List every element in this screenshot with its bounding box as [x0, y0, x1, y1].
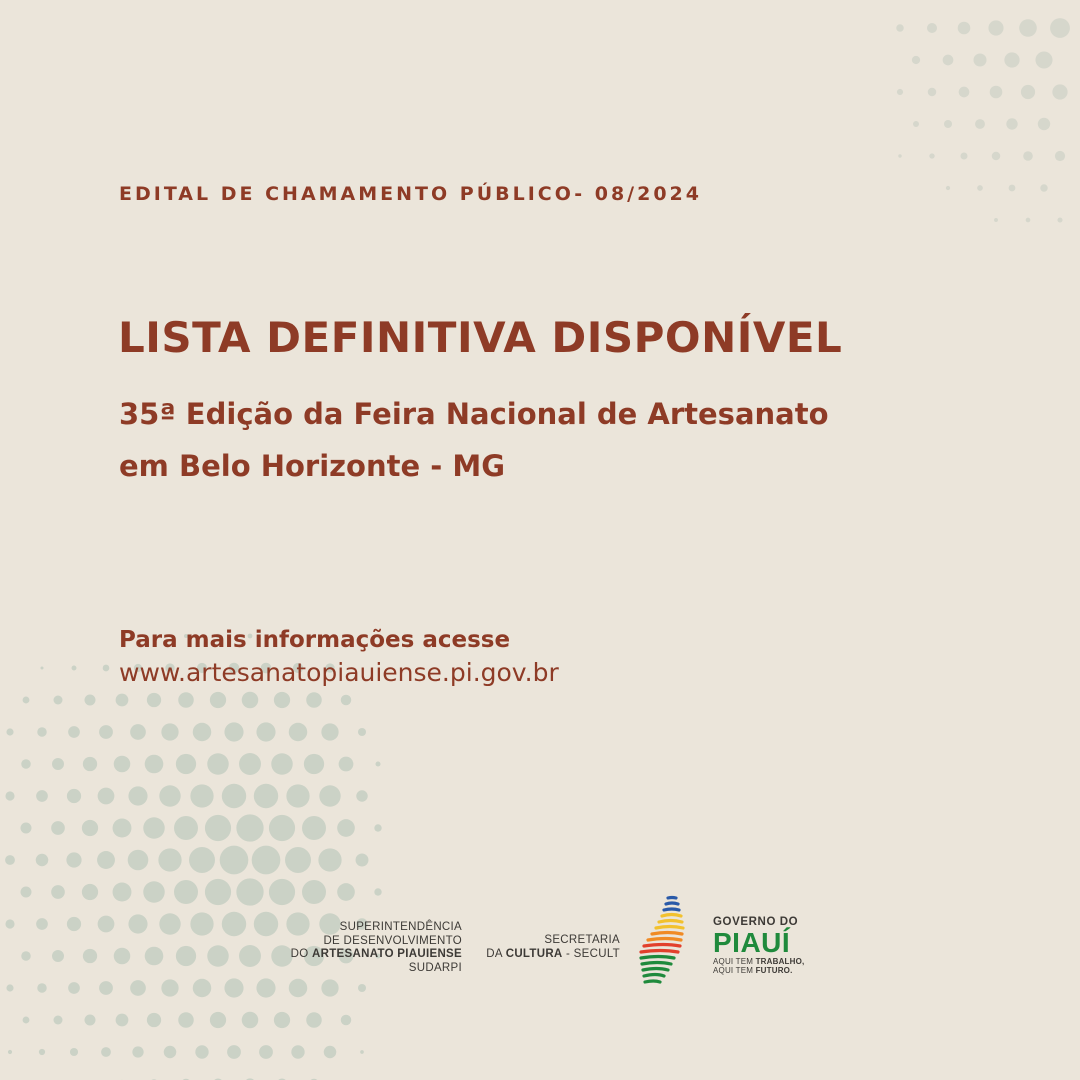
decorative-dot — [302, 816, 326, 840]
decorative-dot — [1021, 85, 1035, 99]
decorative-dot — [1052, 84, 1067, 99]
decorative-dot — [324, 1046, 337, 1059]
decorative-dot — [205, 879, 231, 905]
decorative-dot — [113, 819, 132, 838]
decorative-dot — [1035, 51, 1052, 68]
decorative-dot — [21, 887, 32, 898]
piaui-wordmark: PIAUÍ — [713, 927, 791, 958]
subtitle-line-2: em Belo Horizonte - MG — [119, 449, 506, 483]
decorative-dot — [318, 848, 341, 871]
decorative-dot — [67, 917, 81, 931]
sudarpi-line-3 — [250, 948, 462, 962]
decorative-dot — [992, 152, 1001, 161]
decorative-dot — [210, 692, 226, 708]
tagline-2-bold: FUTURO. — [755, 966, 793, 975]
secult-line-2-bold: CULTURA — [505, 947, 563, 960]
decorative-dot — [82, 884, 98, 900]
decorative-dot — [6, 728, 13, 735]
decorative-dot — [66, 852, 81, 867]
decorative-dot — [927, 23, 937, 33]
decorative-dot — [236, 814, 263, 841]
decorative-dot — [1023, 151, 1033, 161]
decorative-dot — [220, 846, 249, 875]
decorative-dot — [159, 913, 180, 934]
decorative-dot — [291, 1045, 304, 1058]
edital-kicker: EDITAL DE CHAMAMENTO PÚBLICO- 08/2024 — [119, 183, 702, 205]
decorative-dot — [207, 753, 228, 774]
decorative-dot — [68, 982, 80, 994]
decorative-dot — [319, 785, 340, 806]
subtitle-line-1: 35ª Edição da Feira Nacional de Artesanato — [119, 397, 829, 431]
decorative-dot — [988, 20, 1003, 35]
decorative-dot — [1040, 184, 1047, 191]
tagline-1-prefix: AQUI TEM — [713, 957, 754, 966]
decorative-dot — [21, 759, 31, 769]
decorative-dot — [51, 821, 65, 835]
secult-line-2 — [468, 948, 620, 962]
tagline-1-bold: TRABALHO, — [755, 957, 805, 966]
page-title: LISTA DEFINITIVA DISPONÍVEL — [118, 313, 843, 362]
decorative-dot — [973, 53, 986, 66]
governo-piaui-logo-text — [713, 916, 804, 975]
decorative-dot — [37, 983, 46, 992]
decorative-dot — [259, 1045, 273, 1059]
decorative-dot — [374, 888, 381, 895]
decorative-dot — [39, 1049, 45, 1055]
decorative-dot — [375, 761, 380, 766]
decorative-dot — [990, 86, 1003, 99]
decorative-dot — [896, 24, 904, 32]
decorative-dot — [236, 878, 263, 905]
decorative-dot — [207, 945, 228, 966]
decorative-dot — [360, 1050, 364, 1054]
decorative-dot — [193, 979, 212, 998]
decorative-dot — [210, 1012, 226, 1028]
decorative-dot — [113, 883, 132, 902]
decorative-dot — [116, 1014, 129, 1027]
decorative-dot — [5, 791, 14, 800]
decorative-dot — [1006, 118, 1017, 129]
decorative-dot — [161, 723, 178, 740]
decorative-dot — [252, 846, 281, 875]
decorative-dot — [36, 790, 48, 802]
decorative-dot — [128, 850, 149, 871]
decorative-dot — [114, 756, 131, 773]
piaui-logo-icon — [638, 894, 690, 994]
decorative-dot — [289, 979, 308, 998]
tagline-2-prefix: AQUI TEM — [713, 966, 754, 975]
decorative-dot — [256, 722, 275, 741]
secult-line-2-prefix: DA — [486, 947, 503, 960]
decorative-dot — [98, 788, 115, 805]
decorative-dot — [53, 695, 62, 704]
decorative-dot — [1050, 18, 1070, 38]
decorative-dot — [147, 1013, 161, 1027]
decorative-dot — [103, 665, 110, 672]
decorative-dot — [178, 692, 194, 708]
decorative-dot — [1055, 151, 1065, 161]
decorative-dot — [174, 880, 198, 904]
decorative-dot — [285, 847, 311, 873]
decorative-dot — [36, 918, 48, 930]
info-label: Para mais informações acesse — [119, 627, 511, 653]
decorative-dot — [143, 817, 164, 838]
decorative-dot — [8, 1050, 12, 1054]
decorative-dot — [37, 727, 46, 736]
decorative-dot — [21, 951, 31, 961]
sudarpi-line-3-bold: ARTESANATO PIAUIENSE — [312, 948, 462, 960]
decorative-dot — [158, 848, 181, 871]
decorative-dot — [1009, 185, 1016, 192]
decorative-dot — [176, 754, 196, 774]
decorative-dot — [269, 879, 295, 905]
decorative-dot — [23, 1017, 30, 1024]
decorative-dot — [164, 1046, 177, 1059]
secult-line-1: SECRETARIA — [544, 934, 620, 946]
decorative-dot — [321, 723, 338, 740]
info-url-link[interactable]: www.artesanatopiauiense.pi.gov.br — [119, 658, 559, 687]
decorative-dot — [269, 815, 295, 841]
decorative-dot — [205, 815, 231, 841]
decorative-dot — [72, 666, 77, 671]
governo-tagline-1 — [713, 957, 804, 966]
decorative-dot — [960, 152, 967, 159]
decorative-dot — [178, 1012, 194, 1028]
decorative-dot — [67, 789, 81, 803]
decorative-dot — [224, 722, 243, 741]
governo-tagline-2 — [713, 966, 804, 975]
decorative-dot — [928, 88, 936, 96]
decorative-dot — [1026, 218, 1031, 223]
decorative-dot — [959, 87, 970, 98]
sudarpi-line-1: SUPERINTENDÊNCIA — [339, 921, 462, 933]
decorative-dot — [82, 820, 98, 836]
decorative-dot — [190, 912, 213, 935]
decorative-dot — [222, 784, 246, 808]
decorative-dot — [189, 847, 215, 873]
decorative-dot — [85, 695, 96, 706]
decorative-dot — [274, 1012, 290, 1028]
decorative-dot — [53, 1015, 62, 1024]
decorative-dot — [897, 89, 903, 95]
decorative-dot — [358, 728, 366, 736]
decorative-dot — [83, 757, 97, 771]
decorative-dot — [21, 823, 32, 834]
decorative-dot — [190, 784, 213, 807]
decorative-dot — [358, 984, 366, 992]
sudarpi-line-4: SUDARPI — [408, 961, 462, 974]
decorative-dot — [85, 1015, 96, 1026]
decorative-dot — [321, 979, 338, 996]
decorative-dot — [912, 56, 920, 64]
decorative-dot — [304, 754, 324, 774]
decorative-dot — [116, 694, 129, 707]
decorative-dot — [99, 981, 113, 995]
secult-logo-text — [468, 934, 620, 961]
decorative-dot — [1019, 19, 1037, 37]
decorative-dot — [339, 757, 354, 772]
decorative-dot — [337, 883, 355, 901]
decorative-dot — [98, 916, 115, 933]
decorative-dot — [356, 854, 369, 867]
decorative-dot — [128, 914, 147, 933]
decorative-dot — [913, 121, 919, 127]
decorative-dot — [227, 1045, 241, 1059]
decorative-dot — [977, 185, 983, 191]
decorative-dot — [36, 854, 49, 867]
decorative-dot — [99, 725, 113, 739]
decorative-dot — [128, 786, 147, 805]
decorative-dot — [256, 978, 275, 997]
decorative-dot — [145, 947, 164, 966]
decorative-dot — [6, 984, 13, 991]
decorative-dot — [174, 816, 198, 840]
decorative-dot — [23, 697, 30, 704]
decorative-dot — [52, 758, 64, 770]
decorative-dot — [97, 851, 115, 869]
decorative-dot — [341, 1015, 351, 1025]
decorative-dot — [114, 948, 131, 965]
governo-line: GOVERNO DO — [713, 916, 799, 928]
decorative-dot — [52, 950, 64, 962]
decorative-dot — [83, 949, 97, 963]
decorative-dot — [306, 692, 322, 708]
decorative-dot — [337, 819, 355, 837]
sudarpi-logo-text — [250, 921, 462, 975]
decorative-dot — [145, 755, 164, 774]
decorative-dot — [5, 919, 14, 928]
decorative-dot — [341, 695, 351, 705]
decorative-dot — [176, 946, 196, 966]
decorative-dot — [286, 784, 309, 807]
decorative-dot — [943, 55, 954, 66]
decorative-dot — [161, 979, 178, 996]
decorative-dot — [975, 119, 985, 129]
decorative-dot — [1004, 52, 1019, 67]
decorative-dot — [946, 186, 950, 190]
decorative-dot — [40, 666, 43, 669]
decorative-dot — [994, 218, 998, 222]
decorative-dot — [143, 881, 164, 902]
decorative-dot — [958, 22, 971, 35]
decorative-dot — [70, 1048, 78, 1056]
decorative-dot — [929, 153, 934, 158]
decorative-dot — [239, 753, 261, 775]
decorative-dot — [193, 723, 212, 742]
decorative-dot — [147, 693, 161, 707]
secult-line-2-suffix: - SECULT — [566, 947, 620, 960]
decorative-dot — [68, 726, 80, 738]
decorative-dot — [195, 1045, 208, 1058]
decorative-dot — [374, 824, 381, 831]
sudarpi-line-2: DE DESENVOLVIMENTO — [323, 934, 462, 947]
decorative-dot — [254, 784, 278, 808]
decorative-dot — [51, 885, 65, 899]
decorative-dot — [101, 1047, 111, 1057]
decorative-dot — [1057, 217, 1062, 222]
decorative-dot — [356, 790, 367, 801]
decorative-dot — [271, 753, 292, 774]
decorative-dot — [130, 980, 146, 996]
decorative-dot — [222, 912, 246, 936]
decorative-dot — [274, 692, 290, 708]
decorative-dot — [132, 1046, 143, 1057]
decorative-dot — [130, 724, 146, 740]
decorative-dot — [302, 880, 326, 904]
decorative-dot — [242, 692, 259, 709]
decorative-dot — [159, 785, 180, 806]
decorative-dot — [898, 154, 901, 157]
decorative-dot — [306, 1012, 322, 1028]
sudarpi-line-3-prefix: DO — [290, 948, 309, 960]
decorative-dot — [224, 978, 243, 997]
decorative-dot — [242, 1012, 259, 1029]
subtitle — [119, 388, 829, 492]
decorative-dot — [1038, 118, 1050, 130]
decorative-dot — [5, 855, 15, 865]
decorative-dot — [944, 120, 952, 128]
decorative-dot — [289, 723, 308, 742]
